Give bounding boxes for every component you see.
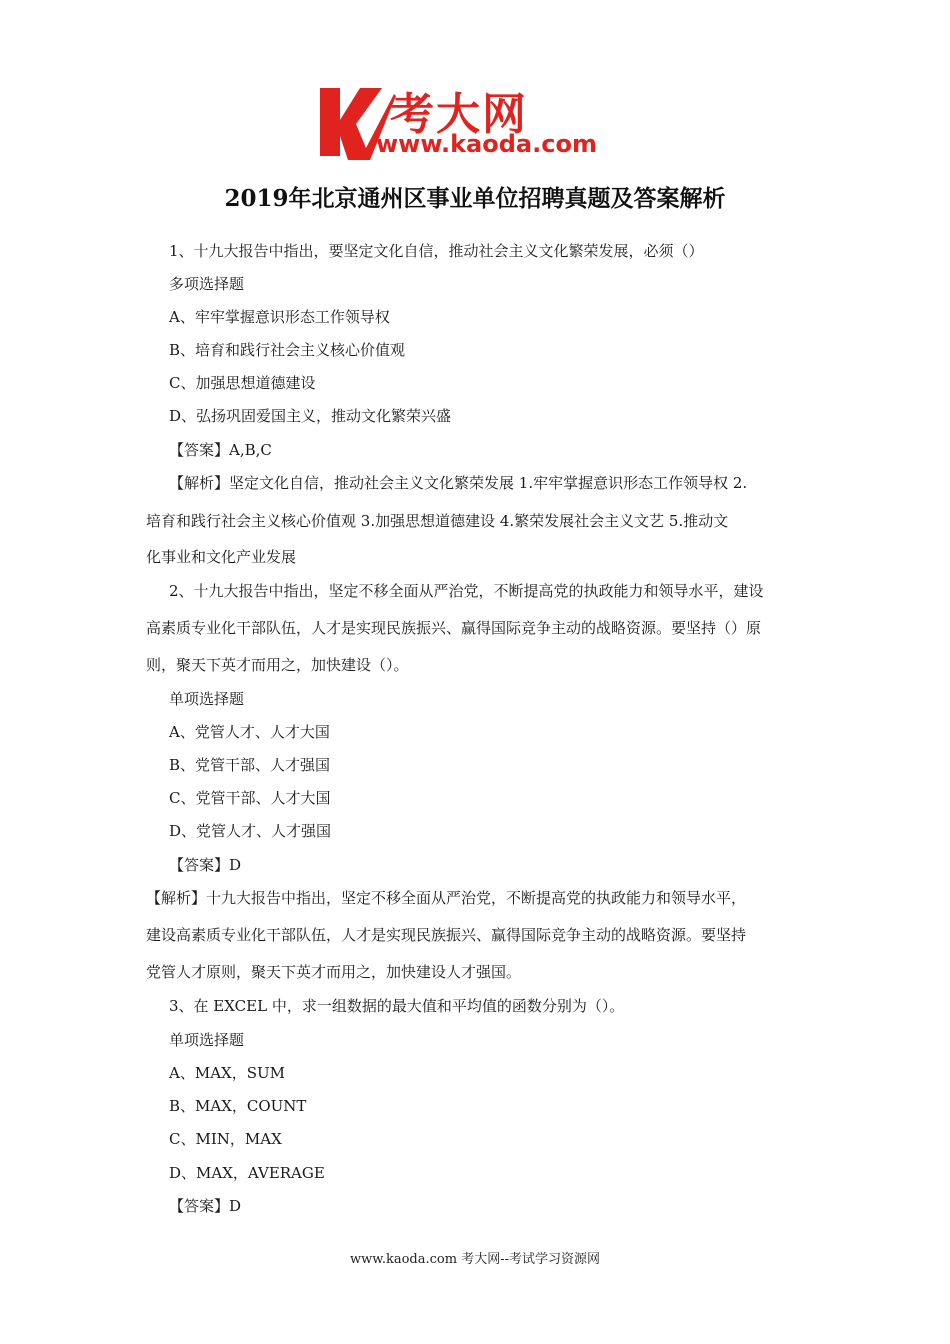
- q1-analysis-line-3: 化事业和文化产业发展: [146, 548, 297, 566]
- q1-stem: 1、十九大报告中指出，要坚定文化自信，推动社会主义文化繁荣发展，必须（）: [169, 242, 704, 260]
- q2-stem-line-3: 则，聚天下英才而用之，加快建设（）。: [146, 656, 409, 674]
- q2-analysis-line-1: 【解析】十九大报告中指出，坚定不移全面从严治党，不断提高党的执政能力和领导水平，: [146, 889, 747, 907]
- q1-answer: 【答案】A,B,C: [169, 441, 272, 459]
- q1-analysis-line-1: 【解析】坚定文化自信，推动社会主义文化繁荣发展 1.牢牢掌握意识形态工作领导权 2.: [169, 474, 748, 492]
- q2-type: 单项选择题: [169, 690, 245, 708]
- q3-option-d: D、MAX，AVERAGE: [169, 1164, 325, 1182]
- q1-option-a: A、牢牢掌握意识形态工作领导权: [169, 308, 390, 326]
- page-footer: www.kaoda.com 考大网--考试学习资源网: [350, 1252, 600, 1267]
- page-title: 2019年北京通州区事业单位招聘真题及答案解析: [224, 185, 726, 212]
- q2-option-a: A、党管人才、人才大国: [169, 723, 330, 741]
- q2-option-b: B、党管干部、人才强国: [169, 756, 331, 774]
- q1-analysis-line-2: 培育和践行社会主义核心价值观 3.加强思想道德建设 4.繁荣发展社会主义文艺 5.推动文: [146, 512, 729, 530]
- q1-option-d: D、弘扬巩固爱国主义，推动文化繁荣兴盛: [169, 407, 452, 425]
- q1-type: 多项选择题: [169, 275, 245, 293]
- logo-url: www.kaoda.com: [376, 130, 597, 158]
- q3-answer: 【答案】D: [169, 1197, 242, 1215]
- q2-analysis-line-2: 建设高素质专业化干部队伍，人才是实现民族振兴、赢得国际竞争主动的战略资源。要坚持: [146, 926, 747, 944]
- q2-stem-line-2: 高素质专业化干部队伍，人才是实现民族振兴、赢得国际竞争主动的战略资源。要坚持（）原: [146, 619, 762, 637]
- q2-answer: 【答案】D: [169, 856, 242, 874]
- q3-type: 单项选择题: [169, 1031, 245, 1049]
- q2-option-d: D、党管人才、人才强国: [169, 822, 332, 840]
- q1-option-b: B、培育和践行社会主义核心价值观: [169, 341, 406, 359]
- q2-option-c: C、党管干部、人才大国: [169, 789, 331, 807]
- q3-option-c: C、MIN，MAX: [169, 1130, 282, 1148]
- q3-option-a: A、MAX，SUM: [169, 1064, 285, 1082]
- logo-brand-name: 考大网: [390, 89, 528, 140]
- q3-stem: 3、在 EXCEL 中，求一组数据的最大值和平均值的函数分别为（）。: [169, 997, 625, 1015]
- q2-analysis-line-3: 党管人才原则，聚天下英才而用之，加快建设人才强国。: [146, 963, 522, 981]
- q2-stem-line-1: 2、十九大报告中指出，坚定不移全面从严治党，不断提高党的执政能力和领导水平，建设: [169, 582, 764, 600]
- q1-option-c: C、加强思想道德建设: [169, 374, 316, 392]
- kaoda-logo: [318, 84, 648, 164]
- q3-option-b: B、MAX，COUNT: [169, 1097, 307, 1115]
